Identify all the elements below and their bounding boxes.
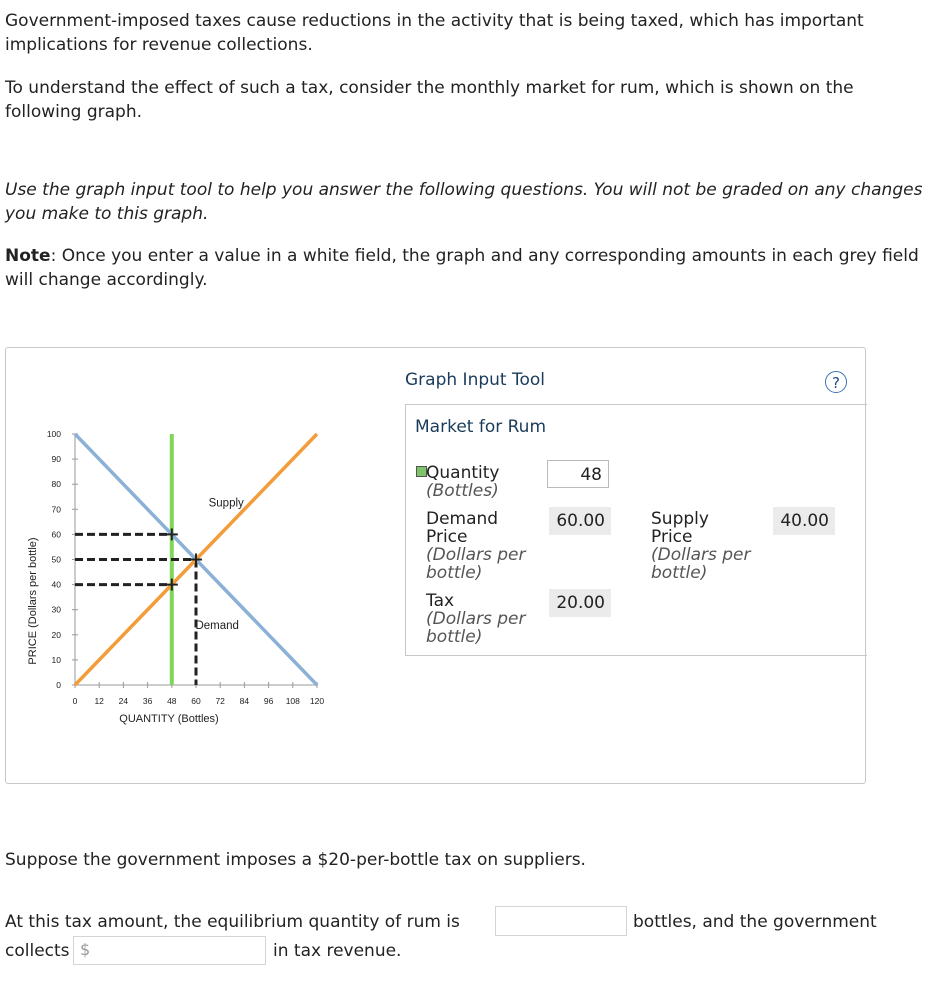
market-title: Market for Rum <box>415 417 547 437</box>
x-tick-label: 12 <box>94 696 104 706</box>
tax-unit-1: (Dollars per <box>426 609 526 629</box>
y-tick-label: 70 <box>51 504 61 515</box>
supply-price-unit-1: (Dollars per <box>651 545 751 565</box>
supply-price-label-1: Supply <box>651 509 709 529</box>
x-tick-label: 0 <box>72 696 78 706</box>
y-tick-label: 80 <box>51 479 61 490</box>
instruction-text: Use the graph input tool to help you answer the following questions. You will not be graded on any changes you make to this graph. <box>5 180 923 224</box>
quantity-label: Quantity <box>426 463 500 483</box>
demand-price-label-1: Demand <box>426 509 499 529</box>
y-tick-label: 0 <box>56 680 61 690</box>
question-part-4: in tax revenue. <box>273 941 402 961</box>
supply-price-value: 40.00 <box>773 507 835 535</box>
y-tick-label: 10 <box>51 654 61 665</box>
x-axis-label: QUANTITY (Bottles) <box>119 713 219 725</box>
y-tick-label: 60 <box>51 529 61 540</box>
graph-input-tool-title: Graph Input Tool <box>405 370 545 390</box>
y-tick-label: 30 <box>51 604 61 615</box>
y-tick-label: 40 <box>51 579 61 590</box>
y-tick-label: 50 <box>51 554 61 565</box>
supply-price-unit-2: bottle) <box>651 563 708 583</box>
tax-scenario-text: Suppose the government imposes a $20-per-bottle tax on suppliers. <box>5 850 586 870</box>
supply-label: Supply <box>208 497 244 510</box>
question-part-2: bottles, and the government <box>633 912 877 932</box>
supply-price-label-2: Price <box>651 527 693 547</box>
x-tick-label: 108 <box>285 696 300 706</box>
dollar-sign-icon: $ <box>80 940 91 959</box>
intro-paragraph-2: To understand the effect of such a tax, consider the monthly market for rum, which is shown on the following graph. <box>5 78 854 122</box>
x-tick-label: 60 <box>191 696 201 706</box>
x-tick-label: 84 <box>239 696 250 706</box>
x-tick-label: 36 <box>142 696 153 706</box>
note-label: Note <box>5 246 51 266</box>
y-tick-label: 100 <box>46 429 61 439</box>
demand-label: Demand <box>195 619 239 632</box>
demand-price-unit-2: bottle) <box>426 563 483 583</box>
note-body: : Once you enter a value in a white field, the graph and any corresponding amounts in each grey field will change accordingly. <box>5 246 919 290</box>
demand-price-value: 60.00 <box>549 507 611 535</box>
x-tick-label: 24 <box>118 696 129 706</box>
quantity-unit: (Bottles) <box>426 481 499 501</box>
y-tick-label: 20 <box>51 629 61 640</box>
x-tick-label: 72 <box>215 696 225 706</box>
tax-value: 20.00 <box>549 589 611 617</box>
tax-revenue-input[interactable] <box>73 936 266 965</box>
y-tick-label: 90 <box>51 454 61 465</box>
question-part-3: collects <box>5 941 70 961</box>
x-tick-label: 120 <box>309 696 325 706</box>
y-axis-label: PRICE (Dollars per bottle) <box>27 537 39 665</box>
question-part-1: At this tax amount, the equilibrium quantity of rum is <box>5 912 460 932</box>
intro-paragraph-1: Government-imposed taxes cause reductions in the activity that is being taxed, which has important implications for revenue collections. <box>5 11 864 55</box>
tax-label: Tax <box>426 591 455 611</box>
demand-price-unit-1: (Dollars per <box>426 545 526 565</box>
x-tick-label: 96 <box>263 696 274 706</box>
equilibrium-quantity-input[interactable] <box>495 906 627 936</box>
tax-unit-2: bottle) <box>426 627 483 647</box>
demand-price-label-2: Price <box>426 527 468 547</box>
help-icon[interactable]: ? <box>825 371 847 393</box>
x-tick-label: 48 <box>167 696 177 706</box>
quantity-input[interactable]: 48 <box>547 460 609 488</box>
